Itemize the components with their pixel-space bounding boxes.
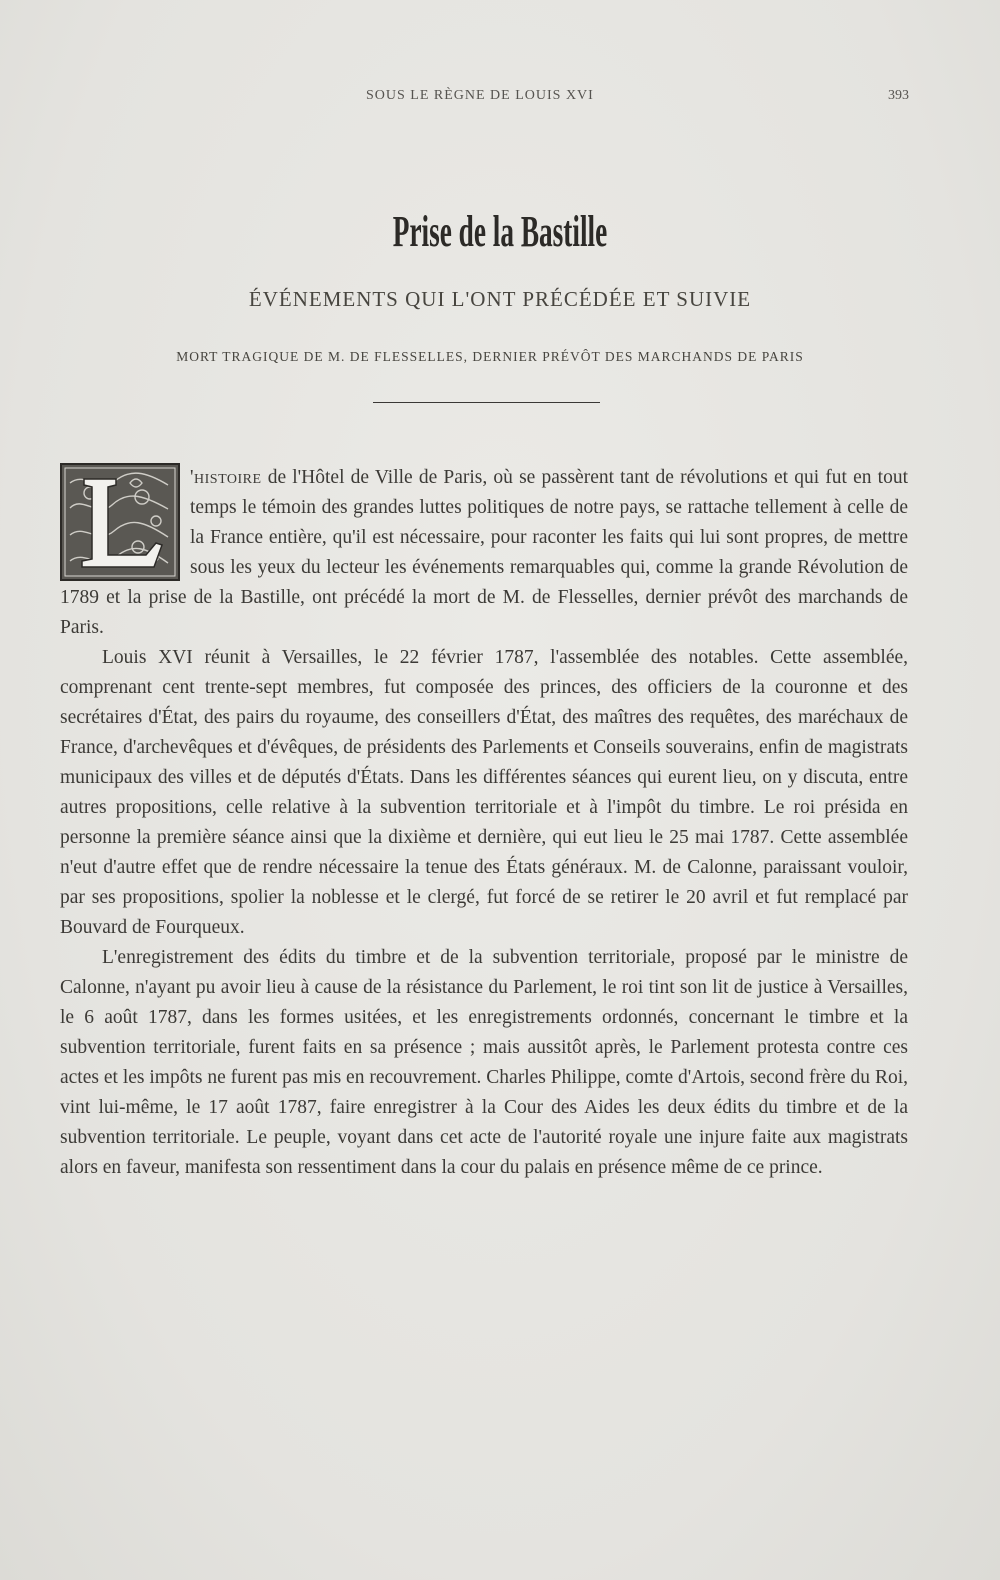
running-title: SOUS LE RÈGNE DE LOUIS XVI [366,88,594,103]
paragraph-1-text: de l'Hôtel de Ville de Paris, où se passèrent tant de révolutions et qui fut en tout temps le témoin des grandes luttes politiques de notre pays, se rattache tellement à celle de la France entière, qu'il est nécessaire, pour raconter les faits qui lui sont propres, de mettre sous les yeux du lecteur les événements remarquables qui, comme la grande Révolution de 1789 et la prise de la Bastille, ont précédé la mort de M. de Flesselles, dernier prévôt des marchands de Paris. [60,467,908,638]
page-number: 393 [888,88,909,103]
chapter-subheading: MORT TRAGIQUE DE M. DE FLESSELLES, DERNIER PRÉVÔT DES MARCHANDS DE PARIS [176,349,804,364]
paragraph-3: L'enregistrement des édits du timbre et de la subvention territoriale, proposé par le ministre de Calonne, n'ayant pu avoir lieu à cause de la résistance du Parlement, le roi tint son lit de justice à Versailles, le 6 août 1787, dans les formes usitées, et les enregistrements ordonnés, concernant le timbre et la subvention territoriale, furent faits en sa présence ; mais aussitôt après, le Parlement protesta contre ces actes et les impôts ne furent pas mis en recouvrement. Charles Philippe, comte d'Artois, second frère du Roi, vint lui-même, le 17 août 1787, faire enregistrer à la Cour des Aides les deux édits du timbre et de la subvention territoriale. Le peuple, voyant dans cet acte de l'autorité royale une injure faite aux magistrats alors en faveur, manifesta son ressentiment dans la cour du palais en présence même de ce prince. [60,947,908,1178]
divider-rule [373,402,600,403]
chapter-subtitle: ÉVÉNEMENTS QUI L'ONT PRÉCÉDÉE ET SUIVIE [248,287,752,311]
chapter-title: Prise de la Bastille [392,207,608,256]
body-text [60,463,908,1183]
paragraph-1 [60,463,908,643]
paragraph-2: Louis XVI réunit à Versailles, le 22 février 1787, l'assemblée des notables. Cette assemblée, comprenant cent trente-sept membres, fut composée des princes, des officiers de la couronne et des secrétaires d'État, des pairs du royaume, des conseillers d'État, des maîtres des requêtes, des maréchaux de France, d'archevêques et d'évêques, de présidents des Parlements et Conseils souverains, enfin de magistrats municipaux des villes et de députés d'États. Dans les différentes séances qui eurent lieu, on y discuta, entre autres propositions, celle relative à la subvention territoriale et à l'impôt du timbre. Le roi présida en personne la première séance ainsi que la dixième et dernière, qui eut lieu le 25 mai 1787. Cette assemblée n'eut d'autre effet que de rendre nécessaire la tenue des États généraux. M. de Calonne, paraissant vouloir, par ses propositions, spolier la noblesse et le clergé, fut forcé de se retirer le 20 avril et fut remplacé par Bouvard de Fourqueux. [60,647,908,938]
running-head [0,88,1000,108]
ornamental-initial-l-icon [60,463,180,581]
paragraph-1-smallcaps: 'histoire [190,467,262,488]
